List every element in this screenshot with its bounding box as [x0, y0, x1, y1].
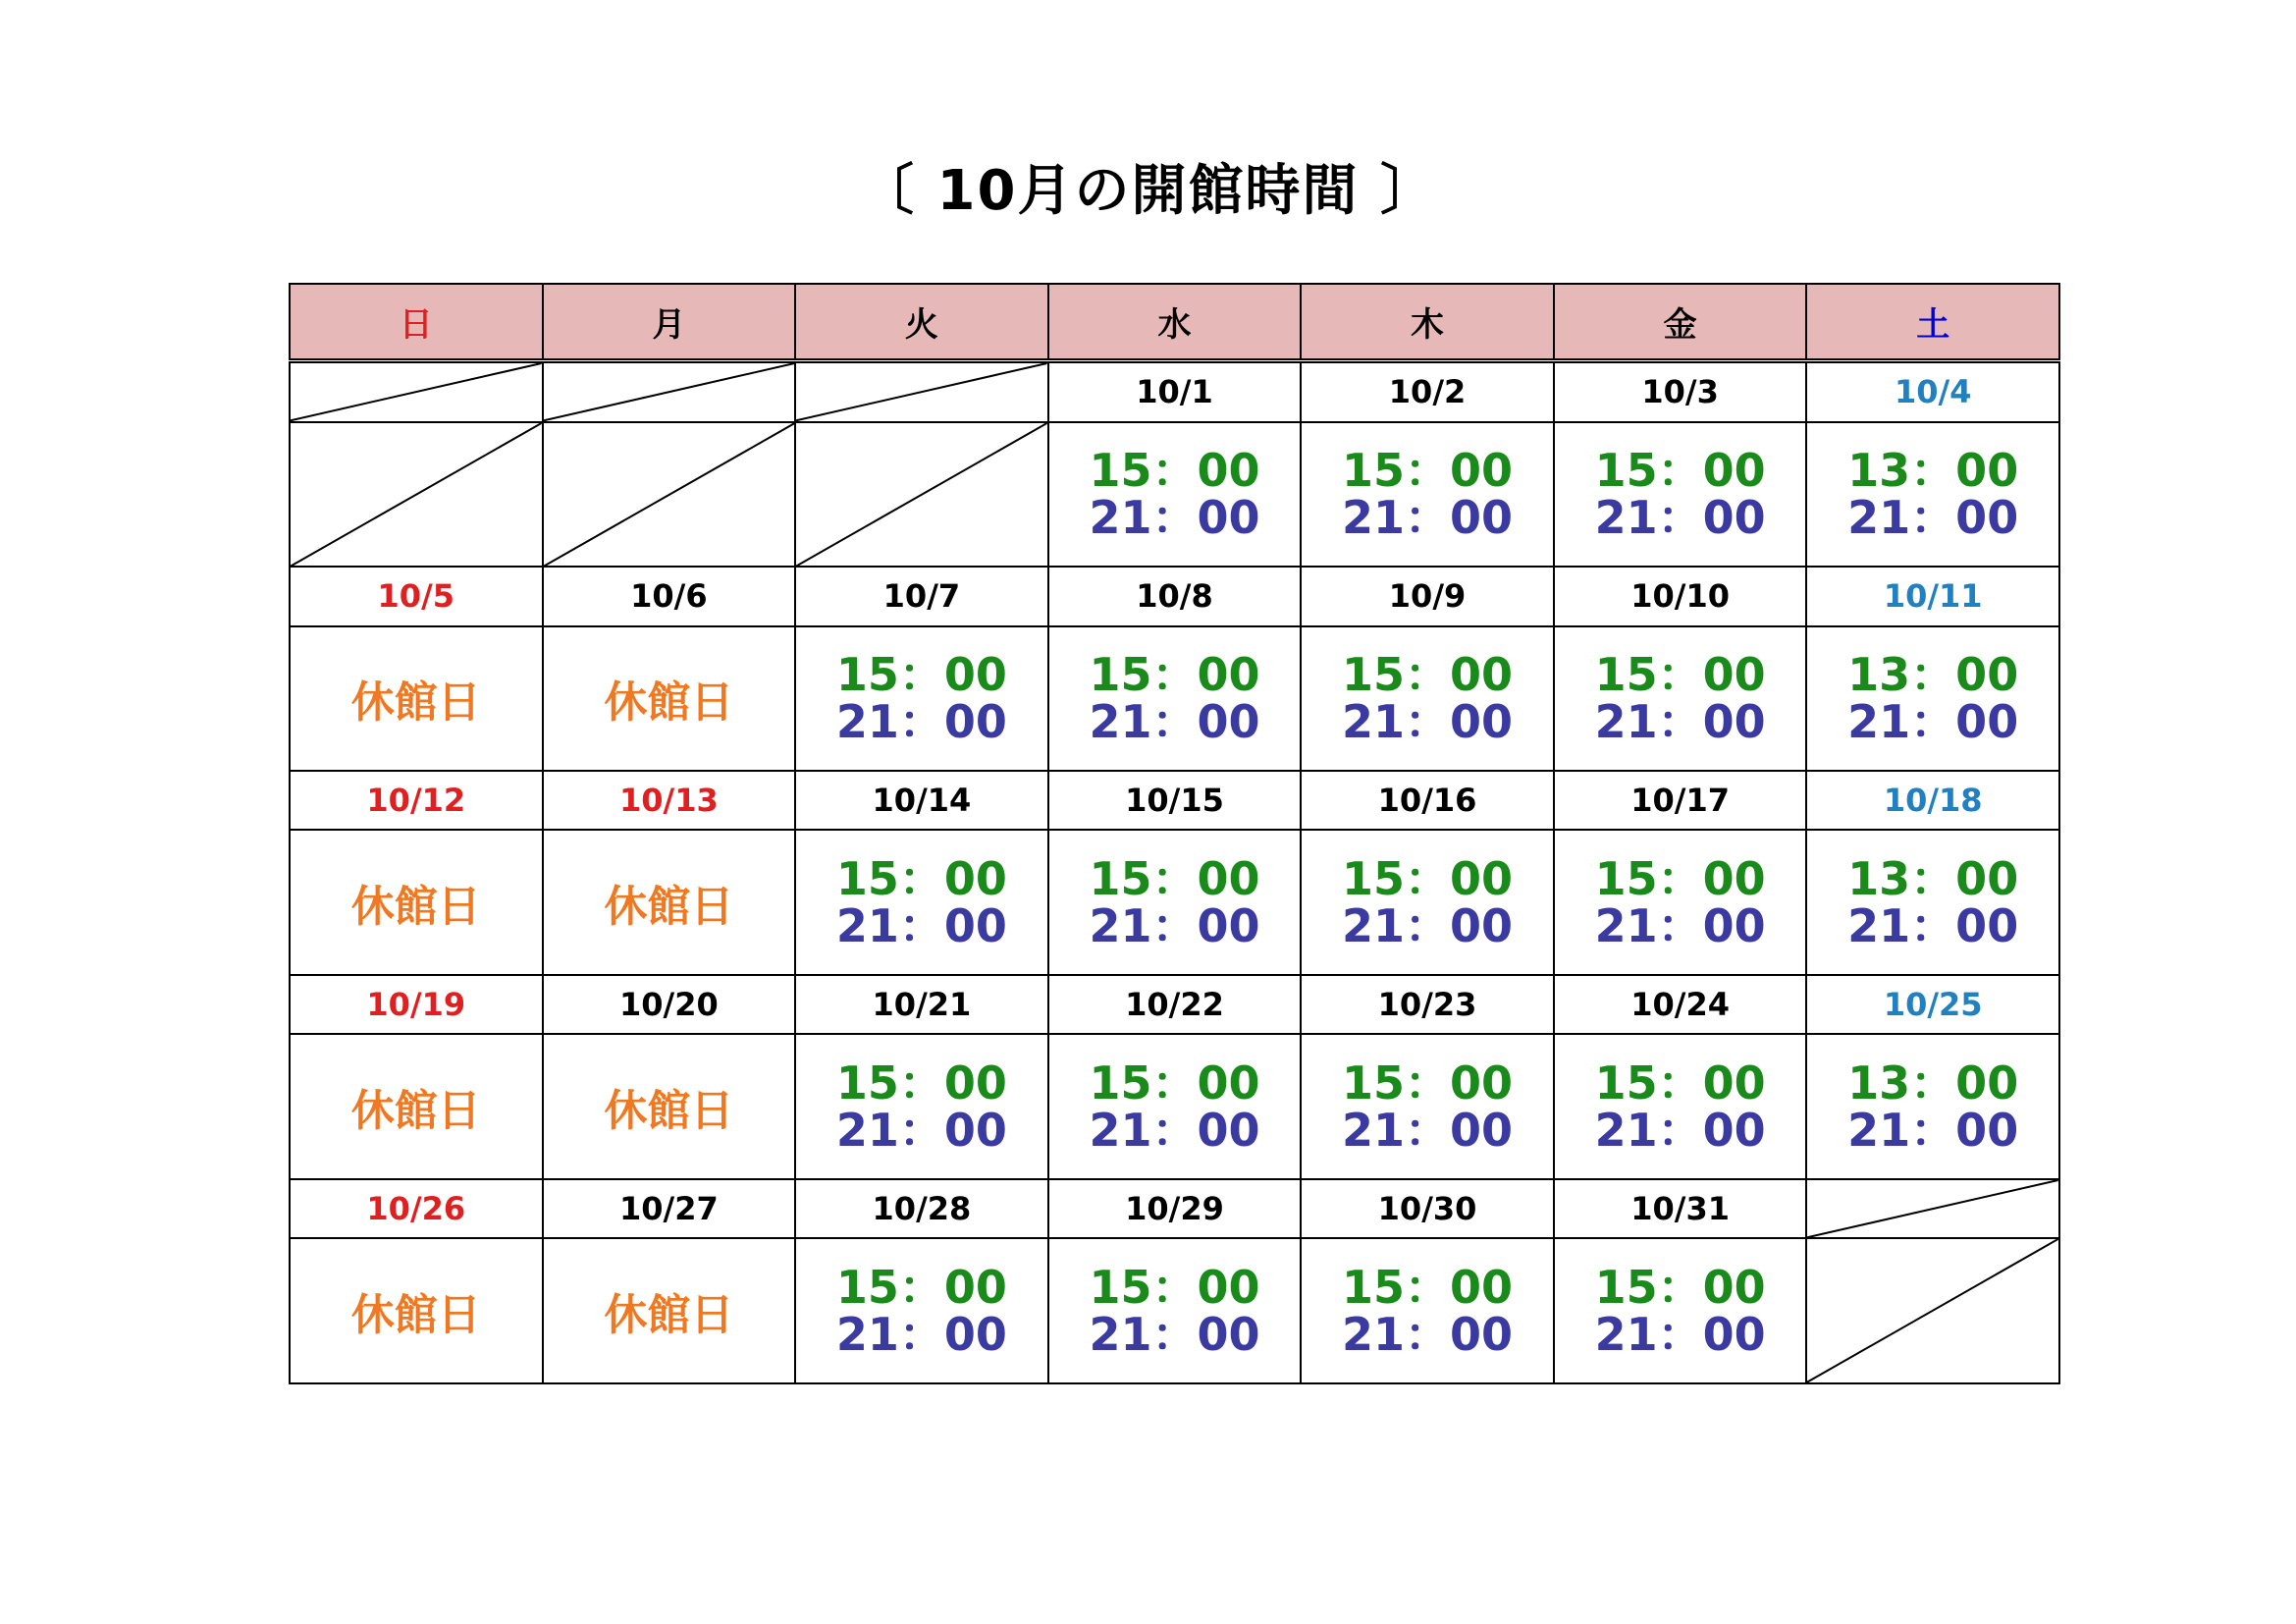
opening-time: 15：00	[1089, 648, 1260, 702]
hours-row	[290, 422, 2059, 568]
date-cell: 10/20	[543, 975, 796, 1034]
empty-date-cell	[795, 361, 1048, 422]
closing-time: 21：00	[835, 899, 1007, 953]
closing-time: 21：00	[1847, 491, 2019, 545]
opening-hours-cell	[1048, 626, 1302, 772]
opening-time: 15：00	[1594, 1056, 1766, 1110]
closing-time: 21：00	[1594, 1104, 1766, 1158]
date-row	[290, 567, 2059, 625]
closed-label: 休館日	[604, 677, 734, 729]
empty-hours-cell	[795, 422, 1048, 568]
date-cell: 10/13	[543, 771, 796, 830]
opening-time: 15：00	[1342, 852, 1514, 906]
opening-hours-cell	[795, 830, 1048, 975]
opening-hours-cell	[1301, 1034, 1554, 1179]
date-cell: 10/4	[1806, 361, 2059, 422]
date-cell: 10/10	[1554, 567, 1807, 625]
date-cell: 10/22	[1048, 975, 1302, 1034]
date-row	[290, 975, 2059, 1034]
closing-time: 21：00	[1342, 491, 1514, 545]
opening-time: 15：00	[1089, 1261, 1260, 1315]
date-cell: 10/21	[795, 975, 1048, 1034]
opening-time: 15：00	[1342, 648, 1514, 702]
closed-day-cell	[543, 1238, 796, 1383]
date-row	[290, 361, 2059, 422]
date-cell: 10/18	[1806, 771, 2059, 830]
empty-cell-slash	[796, 423, 1047, 567]
date-row	[290, 1179, 2059, 1238]
closing-time: 21：00	[1089, 491, 1260, 545]
empty-hours-cell	[543, 422, 796, 568]
weekday-header: 木	[1301, 284, 1554, 361]
closing-time: 21：00	[1342, 1104, 1514, 1158]
date-cell: 10/17	[1554, 771, 1807, 830]
closing-time: 21：00	[1089, 1308, 1260, 1362]
opening-hours-cell	[1806, 830, 2059, 975]
closing-time: 21：00	[1594, 695, 1766, 749]
weekday-header: 月	[543, 284, 796, 361]
opening-hours-cell	[1048, 1238, 1302, 1383]
opening-hours-cell	[1048, 1034, 1302, 1179]
empty-date-cell	[1806, 1179, 2059, 1238]
closed-day-cell	[543, 626, 796, 772]
empty-cell-slash	[1807, 1180, 2058, 1237]
opening-time: 13：00	[1847, 1056, 2019, 1110]
date-cell: 10/15	[1048, 771, 1302, 830]
closing-time: 21：00	[1847, 899, 2019, 953]
date-cell: 10/16	[1301, 771, 1554, 830]
closed-label: 休館日	[350, 882, 481, 933]
opening-hours-cell	[1806, 422, 2059, 568]
opening-hours-cell	[1554, 626, 1807, 772]
closing-time: 21：00	[835, 1308, 1007, 1362]
opening-time: 13：00	[1847, 444, 2019, 498]
date-cell: 10/19	[290, 975, 543, 1034]
empty-cell-slash	[1807, 1239, 2058, 1382]
opening-time: 15：00	[1594, 444, 1766, 498]
closing-time: 21：00	[835, 695, 1007, 749]
date-cell: 10/29	[1048, 1179, 1302, 1238]
opening-time: 15：00	[1594, 1261, 1766, 1315]
hours-row	[290, 626, 2059, 772]
closed-label: 休館日	[604, 1290, 734, 1341]
date-cell: 10/3	[1554, 361, 1807, 422]
date-cell: 10/9	[1301, 567, 1554, 625]
opening-time: 15：00	[1594, 852, 1766, 906]
opening-time: 15：00	[1342, 444, 1514, 498]
opening-hours-cell	[1301, 830, 1554, 975]
closed-day-cell	[290, 626, 543, 772]
opening-time: 15：00	[835, 1056, 1007, 1110]
empty-cell-slash	[544, 363, 795, 420]
closing-time: 21：00	[1594, 491, 1766, 545]
date-cell: 10/30	[1301, 1179, 1554, 1238]
closing-time: 21：00	[1342, 695, 1514, 749]
closing-time: 21：00	[1847, 695, 2019, 749]
opening-hours-cell	[1806, 1034, 2059, 1179]
closed-label: 休館日	[350, 1086, 481, 1137]
empty-date-cell	[290, 361, 543, 422]
weekday-header: 土	[1806, 284, 2059, 361]
opening-hours-calendar	[289, 283, 2060, 1384]
empty-cell-slash	[291, 423, 542, 567]
opening-hours-cell	[1048, 422, 1302, 568]
date-cell: 10/11	[1806, 567, 2059, 625]
closed-day-cell	[543, 830, 796, 975]
date-cell: 10/25	[1806, 975, 2059, 1034]
date-cell: 10/26	[290, 1179, 543, 1238]
hours-row	[290, 1238, 2059, 1383]
opening-hours-cell	[1301, 422, 1554, 568]
date-cell: 10/7	[795, 567, 1048, 625]
opening-time: 15：00	[1089, 444, 1260, 498]
weekday-header-row	[290, 284, 2059, 361]
date-cell: 10/27	[543, 1179, 796, 1238]
closed-day-cell	[290, 830, 543, 975]
date-cell: 10/2	[1301, 361, 1554, 422]
opening-hours-cell	[1806, 626, 2059, 772]
closing-time: 21：00	[1847, 1104, 2019, 1158]
closed-label: 休館日	[604, 882, 734, 933]
opening-time: 15：00	[1342, 1261, 1514, 1315]
opening-hours-cell	[795, 1238, 1048, 1383]
opening-hours-cell	[1554, 422, 1807, 568]
weekday-header: 日	[290, 284, 543, 361]
date-cell: 10/23	[1301, 975, 1554, 1034]
hours-row	[290, 1034, 2059, 1179]
opening-time: 15：00	[835, 1261, 1007, 1315]
opening-hours-cell	[1554, 1034, 1807, 1179]
weekday-header: 火	[795, 284, 1048, 361]
opening-hours-cell	[1048, 830, 1302, 975]
closing-time: 21：00	[1089, 695, 1260, 749]
date-cell: 10/1	[1048, 361, 1302, 422]
opening-hours-cell	[795, 1034, 1048, 1179]
weekday-header: 金	[1554, 284, 1807, 361]
closing-time: 21：00	[1342, 1308, 1514, 1362]
opening-time: 15：00	[835, 648, 1007, 702]
opening-hours-cell	[1554, 1238, 1807, 1383]
closed-label: 休館日	[604, 1086, 734, 1137]
closing-time: 21：00	[1594, 1308, 1766, 1362]
closed-day-cell	[290, 1034, 543, 1179]
date-cell: 10/5	[290, 567, 543, 625]
empty-cell-slash	[291, 363, 542, 420]
opening-time: 15：00	[1594, 648, 1766, 702]
opening-hours-cell	[1301, 626, 1554, 772]
date-cell: 10/31	[1554, 1179, 1807, 1238]
opening-time: 13：00	[1847, 648, 2019, 702]
hours-row	[290, 830, 2059, 975]
page-title: 〔 10月の開館時間 〕	[859, 159, 1437, 223]
closed-day-cell	[290, 1238, 543, 1383]
opening-time: 15：00	[1089, 1056, 1260, 1110]
date-cell: 10/8	[1048, 567, 1302, 625]
opening-time: 15：00	[835, 852, 1007, 906]
closing-time: 21：00	[1342, 899, 1514, 953]
opening-time: 15：00	[1089, 852, 1260, 906]
closing-time: 21：00	[1089, 1104, 1260, 1158]
closing-time: 21：00	[1089, 899, 1260, 953]
empty-hours-cell	[290, 422, 543, 568]
empty-cell-slash	[796, 363, 1047, 420]
closed-label: 休館日	[350, 1290, 481, 1341]
closed-day-cell	[543, 1034, 796, 1179]
opening-hours-cell	[795, 626, 1048, 772]
opening-hours-cell	[1554, 830, 1807, 975]
date-row	[290, 771, 2059, 830]
date-cell: 10/14	[795, 771, 1048, 830]
opening-time: 15：00	[1342, 1056, 1514, 1110]
closed-label: 休館日	[350, 677, 481, 729]
date-cell: 10/12	[290, 771, 543, 830]
opening-hours-cell	[1301, 1238, 1554, 1383]
date-cell: 10/24	[1554, 975, 1807, 1034]
empty-hours-cell	[1806, 1238, 2059, 1383]
opening-time: 13：00	[1847, 852, 2019, 906]
closing-time: 21：00	[1594, 899, 1766, 953]
date-cell: 10/28	[795, 1179, 1048, 1238]
weekday-header: 水	[1048, 284, 1302, 361]
empty-cell-slash	[544, 423, 795, 567]
closing-time: 21：00	[835, 1104, 1007, 1158]
date-cell: 10/6	[543, 567, 796, 625]
empty-date-cell	[543, 361, 796, 422]
